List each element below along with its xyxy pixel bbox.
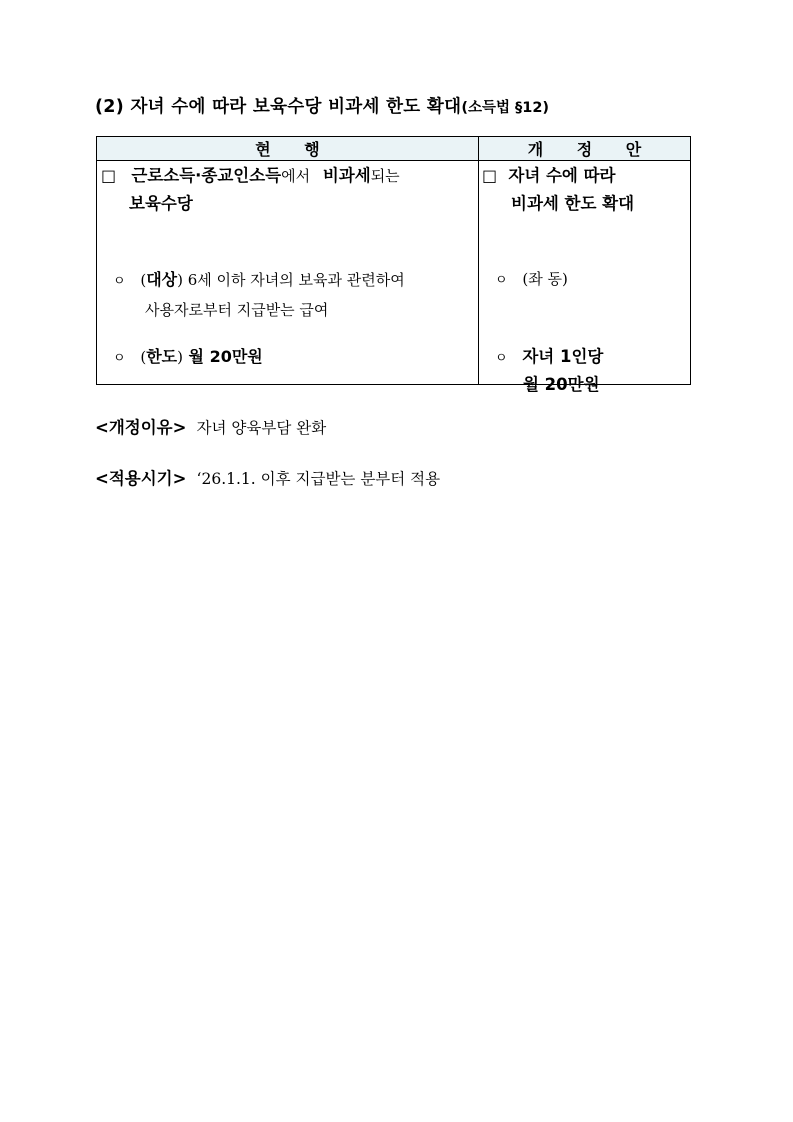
current-item1-line2: 사용자로부터 지급받는 급여 [145, 301, 329, 319]
revised-item2-line2: 월 20만원 [523, 375, 600, 394]
header-revised: 개 정 안 [479, 137, 691, 161]
revised-lead-line1: 자녀 수에 따라 [508, 166, 616, 185]
comparison-table [96, 136, 691, 394]
table-header-row [97, 137, 691, 161]
current-item1: ㅇ (대상) 6세 이하 자녀의 보육과 관련하여 [113, 270, 405, 289]
reason-label: <개정이유> [95, 418, 187, 437]
effective-note [95, 465, 440, 489]
revised-lead-line2: 비과세 한도 확대 [511, 194, 635, 213]
current-item2-text: 월 20만원 [182, 347, 263, 366]
revised-item1-text: (좌 동) [522, 270, 568, 288]
current-lead [101, 162, 400, 190]
revised-item1 [495, 266, 568, 294]
bullet-circle-icon: ㅇ [495, 351, 508, 366]
section-title [95, 93, 549, 118]
current-lead-line2: 보육수당 [129, 194, 193, 213]
current-lead-mid: 에서 [281, 167, 315, 185]
current-item2-label: 한도 [146, 347, 178, 366]
law-reference: (소득법 §12) [461, 100, 550, 116]
effective-text: ‘26.1.1. 이후 지급받는 분부터 적용 [196, 470, 441, 488]
checkbox-square-icon: □ [101, 166, 117, 185]
revised-lead [482, 162, 616, 189]
current-item1-text: 6세 이하 자녀의 보육과 관련하여 [182, 271, 405, 289]
reason-note [95, 414, 326, 438]
current-cell [97, 161, 479, 385]
revised-item2 [495, 343, 603, 372]
bullet-circle-icon: ㅇ [113, 351, 126, 366]
checkbox-square-icon: □ [482, 166, 498, 185]
effective-label: <적용시기> [95, 469, 187, 488]
current-lead-tail: 되는 [370, 167, 400, 185]
reason-text: 자녀 양육부담 완화 [196, 419, 327, 437]
current-lead-bold: 근로소득·종교인소득 [131, 166, 282, 185]
header-current: 현 행 [97, 137, 479, 161]
current-item2: ㅇ (한도) 월 20만원 [113, 347, 263, 366]
bullet-circle-icon: ㅇ [113, 274, 126, 289]
section-title-text: (2) 자녀 수에 따라 보육수당 비과세 한도 확대 [95, 97, 462, 117]
current-item1-label: 대상 [146, 270, 178, 289]
revised-item2-line1: 자녀 1인당 [522, 347, 604, 366]
current-lead-bold2: 비과세 [322, 166, 371, 185]
revised-cell [479, 161, 691, 394]
table-body-row [97, 161, 691, 385]
bullet-circle-icon: ㅇ [495, 273, 508, 288]
